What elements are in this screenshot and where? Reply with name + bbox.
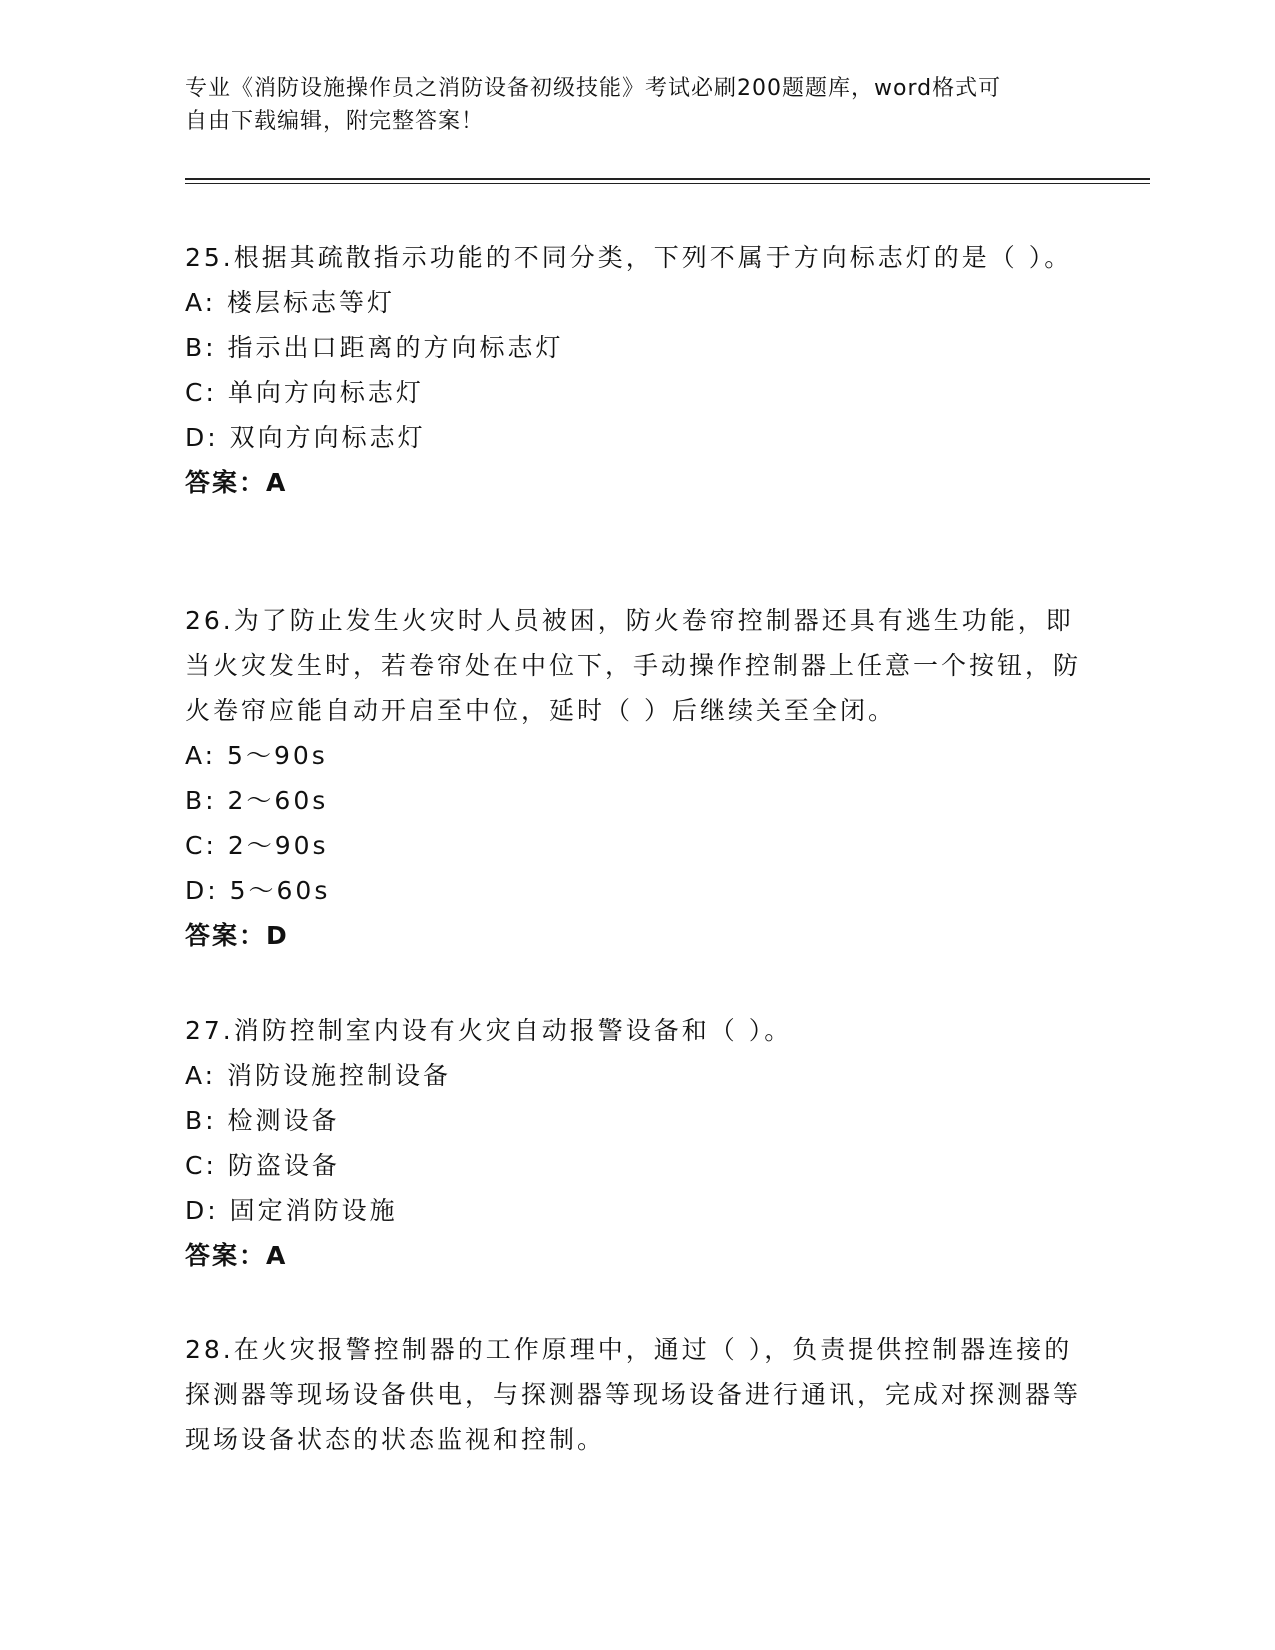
option-c: C: 防盗设备 xyxy=(185,1151,340,1180)
question-28 xyxy=(185,1327,1085,1462)
question-stem: 26.为了防止发生火灾时人员被困，防火卷帘控制器还具有逃生功能，即当火灾发生时，若卷帘处在中位下，手动操作控制器上任意一个按钮，防火卷帘应能自动开启至中位，延时（ ）后继续关至全闭。 xyxy=(185,606,1082,725)
document-header xyxy=(185,72,1075,138)
option-c: C: 单向方向标志灯 xyxy=(185,378,424,407)
question-stem: 28.在火灾报警控制器的工作原理中，通过（ ），负责提供控制器连接的探测器等现场设备供电，与探测器等现场设备进行通讯，完成对探测器等现场设备状态的状态监视和控制。 xyxy=(185,1335,1082,1454)
option-d: D: 5～60s xyxy=(185,876,331,905)
question-stem: 25.根据其疏散指示功能的不同分类，下列不属于方向标志灯的是（ ）。 xyxy=(185,243,1073,272)
answer-label: 答案：A xyxy=(185,1241,288,1270)
option-c: C: 2～90s xyxy=(185,831,329,860)
header-divider-thin xyxy=(185,183,1150,184)
question-25 xyxy=(185,235,1085,505)
option-d: D: 固定消防设施 xyxy=(185,1196,398,1225)
option-a: A: 消防设施控制设备 xyxy=(185,1061,452,1090)
option-b: B: 检测设备 xyxy=(185,1106,340,1135)
option-b: B: 指示出口距离的方向标志灯 xyxy=(185,333,564,362)
option-a: A: 楼层标志等灯 xyxy=(185,288,396,317)
header-divider-thick xyxy=(185,178,1150,180)
question-stem: 27.消防控制室内设有火灾自动报警设备和（ ）。 xyxy=(185,1016,793,1045)
option-a: A: 5～90s xyxy=(185,741,328,770)
answer-label: 答案：A xyxy=(185,468,288,497)
header-line-1: 专业《消防设施操作员之消防设备初级技能》考试必刷200题题库，word格式可 xyxy=(185,76,1002,101)
option-b: B: 2～60s xyxy=(185,786,329,815)
header-line-2: 自由下载编辑，附完整答案！ xyxy=(185,109,485,134)
answer-label: 答案：D xyxy=(185,921,289,950)
question-26 xyxy=(185,598,1085,958)
question-27 xyxy=(185,1008,1085,1278)
option-d: D: 双向方向标志灯 xyxy=(185,423,426,452)
